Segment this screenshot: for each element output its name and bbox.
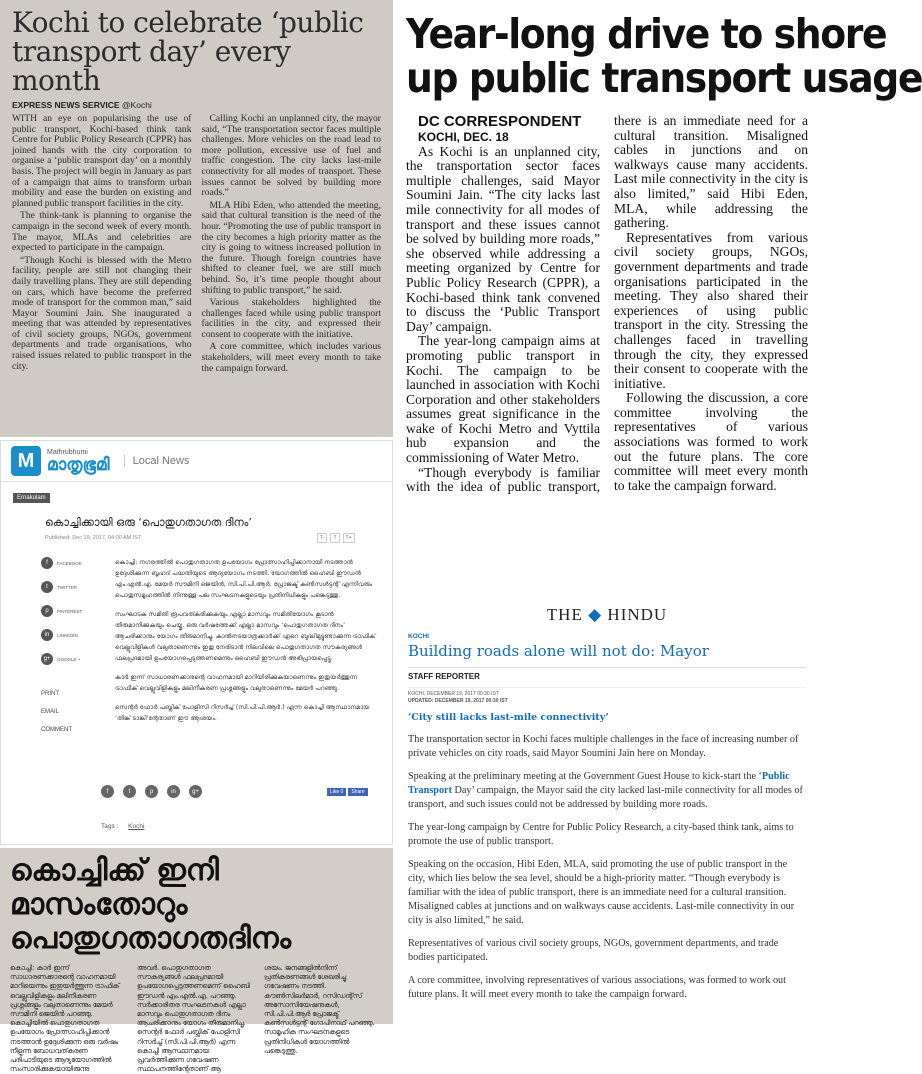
- hindu-reporter[interactable]: STAFF REPORTER: [408, 667, 806, 681]
- hindu-paragraph: The year-long campaign by Centre for Public Policy Research, a city-based think tank, aims to promote the use of public transport.: [408, 822, 794, 847]
- google-plus-icon[interactable]: g+: [189, 785, 202, 798]
- font-reset-button[interactable]: T: [330, 533, 339, 543]
- font-increase-button[interactable]: T+: [343, 533, 355, 543]
- share-pinterest[interactable]: [41, 605, 105, 617]
- malayalam-headline-line2: പൊതുഗതാഗതദിനം: [10, 921, 292, 956]
- mathrubhumi-logo-icon[interactable]: M: [11, 446, 41, 476]
- tags-row: [101, 823, 144, 830]
- hindu-paragraph: The transportation sector in Kochi faces multiple challenges in the face of increasing number of private vehicles on city roads, said Mayor Soumini Jain here on Monday.: [408, 734, 799, 759]
- hindu-date-published: KOCHI, DECEMBER 19, 2017 00:30 IST: [408, 691, 499, 697]
- pinterest-icon: p: [41, 605, 53, 617]
- facebook-like-share: [327, 788, 368, 796]
- hindu-date-updated: UPDATED: DECEMBER 19, 2017 00:30 IST: [408, 698, 508, 704]
- hindu-paragraph: Representatives of various civil society groups, NGOs, government departments, and trade bodies participated.: [408, 938, 779, 963]
- logo-the: THE: [546, 605, 583, 624]
- share-label: TWITTER: [57, 584, 77, 590]
- hindu-body: [408, 733, 806, 1002]
- location-tag[interactable]: Ernakulam: [13, 493, 50, 503]
- malayalam-column: അവർ. പൊതുഗതാഗത സൗകര്യങ്ങൾ ഫലപ്രദമായി ഉപയോഗപ്പെടുത്തണമെന്ന് ഹൈബി ഈഡൻ എം.എൽ.എ. പറഞ്ഞു. സർക്കാരിതര സംഘടനകൾ എല്ലാ മാസവും പൊതുഗതാഗത ദിനം ആചരിക്കാനും യോഗം തീരുമാനിച്ചു. സെന്റർ ഫോർ പബ്ലിക് പോളിസി റിസർച്ച് (സി.പി.പി.ആർ) എന്ന കൊച്ചി ആസ്ഥാനമായ പ്രവർത്തിക്കുന്ന ഗവേഷണ സ്ഥാപനത്തിന്റേതാണ് ആ: [137, 964, 250, 1074]
- logo-diamond-icon: ◆: [588, 605, 603, 624]
- tags-label: Tags :: [101, 823, 119, 830]
- express-paragraph: Various stakeholders highlighted the challenges faced while using public transport facilities in the city, and expressed their consent to cooperate with the initiative.: [201, 297, 381, 340]
- express-paragraph: A core committee, which includes various stakeholders, will meet every month to take the campaign forward.: [201, 341, 381, 374]
- dc-dateline: KOCHI, DEC. 18: [418, 130, 509, 144]
- dc-paragraph: “Though everybody is familiar with the idea of public transport, there is an immediate need for a cultural transition. Misaligned cables in junctions and on walkways cause many accidents. Last mile connectivity in the city is also limited,” said Hibi Eden, MLA, while addressing the gathering.: [406, 113, 808, 495]
- linkedin-icon[interactable]: in: [167, 785, 180, 798]
- article-title: കൊച്ചിക്കായി ഒരു ‘പൊതുഗതാഗത ദിനം’: [45, 516, 252, 529]
- express-paragraph: WITH an eye on popularising the use of public transport, Kochi-based think tank Centre for Public Policy Research (CPPR) has joined hands with the city corporation to organise a ‘public transport day’ on a monthly basis. The project will begin in January as part of a campaign that aims to transform urban mobility and ease the burden on existing and planned public transport facilities in the city.: [12, 113, 192, 209]
- dc-paragraph: Representatives from various civil society groups, NGOs, government departments and trade organisations participated in the meeting. They also shared their experiences of using public transport in the city. Stressing the challenges faced in travelling through the city, they expressed their consent to cooperate with the initiative.: [614, 229, 808, 391]
- share-label: GOOGLE +: [57, 656, 81, 662]
- tag-kochi-link[interactable]: Kochi: [128, 823, 145, 830]
- google-plus-icon: g+: [41, 653, 53, 665]
- hindu-paragraph: A core committee, involving representatives of various associations, was formed to work out future plans. It will meet every month to take the campaign forward.: [408, 975, 786, 1000]
- email-link[interactable]: EMAIL: [41, 709, 60, 715]
- twitter-icon: t: [41, 581, 53, 593]
- font-size-tools: [317, 533, 355, 543]
- dc-paragraph: Following the discussion, a core committee involving the representatives of various associations was formed to work out the future plans. The core committee will meet every month to take the campaign forward.: [614, 390, 808, 493]
- social-sidebar: [41, 557, 105, 745]
- share-linkedin[interactable]: [41, 629, 105, 641]
- dc-headline-line1: Year-long drive to shore: [406, 10, 887, 58]
- article-paragraph: കാർ ഇന്ന് സാധാരണക്കാരന്റെ വാഹനമായി മാറിയിരിക്കുകയാണെന്നും ഇതുയർത്തുന്ന ട്രാഫിക് വെല്ലുവിളികളും മലിനീകരണ പ്രശ്നങ്ങളും വലുതാണെന്നും മേയർ പറഞ്ഞു.: [115, 674, 358, 692]
- hindu-logo[interactable]: [408, 605, 806, 625]
- mathrubhumi-header: [1, 441, 392, 482]
- article-paragraph: കൊച്ചി: നഗരത്തിൽ പൊതുഗതാഗത ഉപയോഗം പ്രോത്സാഹിപ്പിക്കാനായി നടത്താൻ ഉദ്ദേശിക്കുന്ന ബൃഹദ് പദ്ധതിയുടെ ആദ്യയോഗം നടത്തി. യോഗത്തിൽ ഹൈബി ഈഡൻ എം.എൽ.എ. മേയർ സൗമിനി ജെയിൻ, സി.പി.പി.ആർ. പ്രോജക്ട് കൺസൾട്ടന്റ് എന്നിവരും പൊതുസമൂഹത്തിൽ നിന്നുള്ള പല സംഘടനകളുടെയും പ്രതിനിധികളും പങ്കെടുത്തു.: [115, 559, 373, 599]
- section-local-news[interactable]: Local News: [124, 455, 190, 467]
- express-byline: [12, 100, 381, 110]
- article-body: [115, 557, 377, 732]
- share-label: LINKEDIN: [57, 632, 78, 638]
- hindu-p2-pre: Speaking at the preliminary meeting at the Government Guest House to kick-start the ‘: [408, 771, 762, 782]
- share-label: FACEBOOK: [57, 560, 82, 566]
- dc-paragraph: The year-long campaign aims at promoting public transport in Kochi. The campaign to be launched in association with Kochi Corporation and other stakeholders assumes great significance in the wake of Kochi Metro and Vyttila hub expansion and the commissioning of Water Metro.: [406, 333, 600, 466]
- dc-clipping: [398, 0, 922, 590]
- malayalam-headline-line1: കൊച്ചിക്ക് ഇനി മാസംതോറും: [10, 853, 219, 922]
- brand-english: Mathrubhumi: [47, 448, 88, 456]
- express-headline: Kochi to celebrate ‘public transport day’ every month: [12, 6, 364, 97]
- share-label: PINTEREST: [57, 608, 83, 614]
- facebook-icon: f: [41, 557, 53, 569]
- fb-like-button[interactable]: Like 0: [327, 788, 346, 796]
- logo-hindu: HINDU: [607, 605, 668, 624]
- malayalam-column: കൊച്ചി: കാർ ഇന്ന് സാധാരണക്കാരന്റെ വാഹനമായി മാറിയെന്നും ഇതുയർത്തുന്ന ട്രാഫിക് വെല്ലുവിളികളും മലിനീകരണ പ്രശ്നങ്ങളും വലുതാണെന്നും മേയർ സൗമിനി ജെയിൻ പറഞ്ഞു. കൊച്ചിയിൽ പൊതുഗതാഗത ഉപയോഗം പ്രോത്സാഹിപ്പിക്കാൻ നടത്താൻ ഉദ്ദേശിക്കുന്ന ഒരു വർഷം നീളുന്ന ബോധവത്കരണ പരിപാടിയുടെ ആദ്യയോഗത്തിൽ സംസാരിക്കുകയായിരുന്നു: [10, 964, 120, 1074]
- public-transport-link[interactable]: Public Transport: [408, 771, 790, 796]
- express-paragraph: The think-tank is planning to organise the campaign in the second week of every month. The mayor, MLAs and celebrities are expected to participate in the campaign.: [12, 210, 192, 254]
- mathrubhumi-brand[interactable]: [47, 449, 110, 474]
- pinterest-icon[interactable]: p: [145, 785, 158, 798]
- dc-headline-line2: up public transport usage: [406, 54, 922, 102]
- dc-correspondent: DC CORRESPONDENT: [418, 113, 582, 130]
- malayalam-body: [10, 964, 383, 1074]
- express-paragraph: “Though Kochi is blessed with the Metro facility, people are still not changing their daily travelling plans. They are still depending on cars, which have become the preferred mode of transport for the common man,” said Mayor Soumini Jain. She inaugurated a meeting that was attended by representatives of civil society groups, NGOs, government departments and trade organisations, who raised issues related to public transport in the city.: [12, 254, 192, 372]
- dc-paragraph: As Kochi is an unplanned city, the transportation sector faces multiple challenges, said Mayor Soumini Jain. “The city lacks last mile connectivity for all modes of transport and these issues cannot be solved by building more roads,” she observed while addressing a meeting organized by Centre for Public Policy Research (CPPR), a Kochi-based think tank convened to discuss the ‘Public Transport Day’ campaign.: [406, 143, 600, 334]
- hindu-paragraph: Speaking on the occasion, Hibi Eden, MLA, said promoting the use of public transport in the city, which lies below the sea level, should be a high-priority matter. “Though everybody is familiar with the idea of public transport, there is an immediate need for a cultural transition. Misaligned cables at junctions and on walkways cause accidents. Last-mile connectivity in our city is also limited,” he said.: [408, 859, 795, 926]
- article-paragraph: സംഘാടക സമിതി രൂപവത്കരിക്കുകയും എല്ലാ മാസവും സമിതിയോഗം കൂടാൻ തീരുമാനിക്കുകയും ചെയ്തു. ഒരു വർഷത്തേക്ക് എല്ലാ മാസവും ‘പൊതുഗതാഗത ദിനം’ ആചരിക്കാനും യോഗം തീരുമാനിച്ചു. കാൽനടയാത്രക്കാർക്ക് ഏറെ ബുദ്ധിമുട്ടുണ്ടാക്കുന്ന ട്രാഫിക് വെല്ലുവിളികൾ വലുതാണെന്നും ഇതു നേരിടാൻ നിലവിലെ പൊതുഗതാഗത സൗകര്യങ്ങൾ ഫലപ്രദമായി ഉപയോഗപ്പെടുത്തണമെന്നും ഹൈബി ഈഡൻ അഭിപ്രായപ്പെട്ടു.: [115, 611, 376, 662]
- hindu-p2-post: Day’ campaign, the Mayor said the city lacked last-mile connectivity for all modes of transport, and such issues could not be addressed by building more roads.: [408, 785, 803, 810]
- share-bar: [101, 785, 202, 798]
- article-paragraph: സെന്റർ ഫോർ പബ്ലിക് പോളിസി റിസർച്ച് (സി.പി.പി.ആർ.) എന്ന കൊച്ചി ആസ്ഥാനമായ ‘തിങ്ക് ടാങ്കി’ന്റേതാണ് ഈ ആശയം.: [115, 704, 370, 722]
- facebook-icon[interactable]: f: [101, 785, 114, 798]
- section-kochi-link[interactable]: KOCHI: [408, 633, 429, 640]
- share-google-plus[interactable]: [41, 653, 105, 665]
- express-byline-name: EXPRESS NEWS SERVICE: [12, 100, 120, 110]
- hindu-paragraph: [408, 770, 806, 812]
- print-link[interactable]: PRINT: [41, 691, 59, 697]
- express-byline-place: @Kochi: [121, 100, 152, 110]
- fb-share-button[interactable]: Share: [348, 788, 367, 796]
- hindu-subhead: ‘City still lacks last-mile connectivity’: [408, 712, 609, 723]
- published-date: Published: Dec 19, 2017, 04:00 AM IST: [45, 535, 142, 541]
- font-decrease-button[interactable]: T-: [317, 533, 327, 543]
- express-paragraph: Calling Kochi an unplanned city, the mayor said, “The transportation sector faces multiple challenges. More vehicles on the road lead to more pollution, excessive use of fuel and traffic congestion. The city lacks last-mile connectivity for all modes of transport. These issues cannot be solved by building more roads.”: [201, 113, 381, 199]
- twitter-icon[interactable]: t: [123, 785, 136, 798]
- share-twitter[interactable]: [41, 581, 105, 593]
- linkedin-icon: in: [41, 629, 53, 641]
- share-facebook[interactable]: [41, 557, 105, 569]
- malayalam-clipping: [0, 848, 393, 1074]
- brand-malayalam: മാതൃഭൂമി: [47, 454, 110, 474]
- malayalam-column: ശയം. ജനങ്ങളിൽനിന്ന് പ്രതികരണങ്ങൾ ശേഖരിച്ചു ഗവേഷണം നടത്തി. കൗൺസിലർമാർ, റസിഡന്റ്സ് അസോസിയേഷനുകൾ, സി.പി.പി.ആർ പ്രോജക്ട് കൺസൾട്ടന്റ് ഗോപിനാഥ് പറഞ്ഞു. സാമൂഹിക സംഘടനകളുടെ പ്രതിനിധികൾ യോഗത്തിൽ പങ്കെടുത്തു.: [264, 964, 375, 1055]
- express-clipping: [0, 0, 393, 437]
- mathrubhumi-webpage: [0, 440, 393, 845]
- hindu-webpage: [398, 595, 816, 1024]
- express-body: [12, 114, 381, 375]
- comment-link[interactable]: COMMENT: [41, 727, 72, 733]
- dc-body: [406, 114, 808, 495]
- hindu-dates: [408, 687, 806, 705]
- express-paragraph: MLA Hibi Eden, who attended the meeting, said that cultural transition is the need of the hour. “Promoting the use of public transport in the city becomes a high priority matter as the city is going to witness increased pollution in the future. Though foreign countries have shifted to cleaner fuel, we are still much behind. So, it’s time people thought about shifting to public transport,” he said.: [201, 199, 381, 296]
- hindu-headline: Building roads alone will not do: Mayor: [408, 642, 709, 660]
